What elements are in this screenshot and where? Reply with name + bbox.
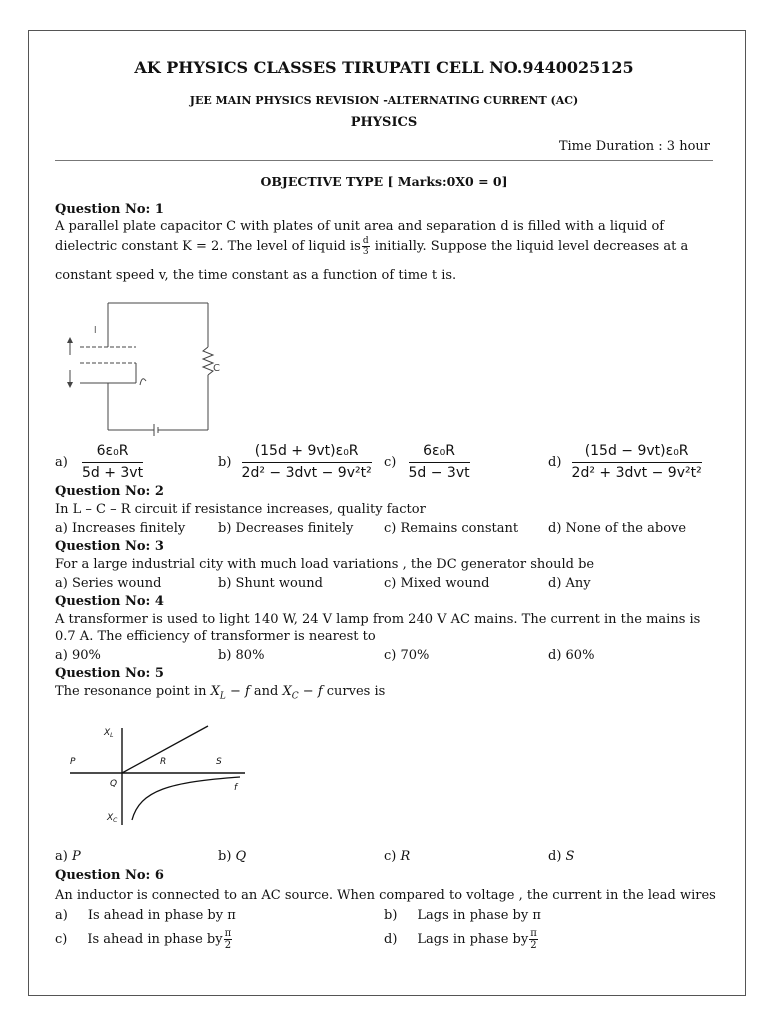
- fraction-d-over-3: $\frac{d}{3}$: [362, 236, 369, 257]
- exam-subtitle: JEE MAIN PHYSICS REVISION -ALTERNATING CURRENT (AC): [189, 94, 579, 107]
- q3-option-b[interactable]: b) Shunt wound: [218, 576, 323, 591]
- label-q: Q: [110, 779, 118, 789]
- question-6-heading: Question No: 6: [55, 868, 164, 883]
- subject-label: PHYSICS: [350, 115, 418, 130]
- q2-option-b[interactable]: b) Decreases finitely: [218, 521, 354, 536]
- arrow-down-icon: [67, 382, 73, 388]
- section-heading: OBJECTIVE TYPE [ Marks:0X0 = 0]: [260, 174, 508, 189]
- q5-option-a[interactable]: a) P: [55, 849, 81, 864]
- q3-option-c[interactable]: c) Mixed wound: [384, 576, 490, 591]
- label-r: R: [160, 757, 167, 767]
- resonance-curve-diagram: [60, 720, 260, 830]
- label-f: f: [234, 783, 238, 793]
- q6-option-b[interactable]: b) Lags in phase by π: [384, 908, 541, 923]
- question-1-heading: Question No: 1: [55, 202, 164, 217]
- q3-option-a[interactable]: a) Series wound: [55, 576, 162, 591]
- question-4-line-1: A transformer is used to light 140 W, 24 V lamp from 240 V AC mains. The current in the mains is: [55, 612, 701, 627]
- header-divider: [55, 160, 713, 161]
- question-2-text: In L – C – R circuit if resistance increases, quality factor: [55, 502, 426, 517]
- q4-option-c[interactable]: c) 70%: [384, 648, 430, 663]
- q4-option-b[interactable]: b) 80%: [218, 648, 265, 663]
- q1-option-a[interactable]: a) $\frac{\text{6ε₀R}}{5d + 3vt}$: [55, 443, 144, 481]
- figure-label-c: C: [213, 363, 220, 374]
- question-5-heading: Question No: 5: [55, 666, 164, 681]
- page-title: AK PHYSICS CLASSES TIRUPATI CELL NO.9440025125: [134, 58, 634, 77]
- q1-option-b[interactable]: b) (15d + 9vt)ε₀R 2d² − 3dvt − 9v²t²: [218, 443, 372, 481]
- question-5-text: The resonance point in $X_L - f$ and $X_C - f$ curves is: [55, 684, 386, 702]
- capacitor-circuit-diagram: [60, 285, 230, 440]
- label-xl: $X_L$: [104, 728, 114, 739]
- q1-option-d[interactable]: d) (15d − 9vt)ε₀R 2d² + 3dvt − 9v²t²: [548, 443, 702, 481]
- q5-option-b[interactable]: b) Q: [218, 849, 247, 864]
- question-3-heading: Question No: 3: [55, 539, 164, 554]
- q2-option-c[interactable]: c) Remains constant: [384, 521, 519, 536]
- label-s: S: [216, 757, 222, 767]
- time-duration: Time Duration : 3 hour: [558, 139, 710, 154]
- question-1-line-3: constant speed v, the time constant as a function of time t is.: [55, 268, 457, 283]
- figure-label-l: l: [94, 326, 97, 336]
- q1-option-c[interactable]: c) $\frac{\text{6ε₀R}}{5d - 3vt}$: [384, 443, 470, 481]
- question-4-line-2: 0.7 A. The efficiency of transformer is nearest to: [55, 629, 376, 644]
- question-1-line-2: dielectric constant K = 2. The level of liquid is $\frac{d}{3}$ initially. Suppose the liquid level decreases at a: [55, 236, 689, 257]
- q4-option-a[interactable]: a) 90%: [55, 648, 101, 663]
- q2-option-d[interactable]: d) None of the above: [548, 521, 687, 536]
- q5-option-d[interactable]: d) S: [548, 849, 575, 864]
- question-6-text: An inductor is connected to an AC source. When compared to voltage , the current in the lead wires: [55, 888, 716, 903]
- label-xc: $X_C$: [107, 813, 118, 824]
- question-1-line-1: A parallel plate capacitor C with plates of unit area and separation d is filled with a liquid of: [55, 219, 665, 234]
- question-3-text: For a large industrial city with much load variations , the DC generator should be: [55, 557, 595, 572]
- question-2-heading: Question No: 2: [55, 484, 164, 499]
- q6-option-c[interactable]: c) Is ahead in phase by $\frac{\pi}{2}$: [55, 928, 232, 951]
- label-p: P: [70, 757, 76, 767]
- q3-option-d[interactable]: d) Any: [548, 576, 591, 591]
- q4-option-d[interactable]: d) 60%: [548, 648, 595, 663]
- q6-option-d[interactable]: d) Lags in phase by $\frac{\pi}{2}$: [384, 928, 537, 951]
- question-4-heading: Question No: 4: [55, 594, 164, 609]
- q2-option-a[interactable]: a) Increases finitely: [55, 521, 186, 536]
- q6-option-a[interactable]: a) Is ahead in phase by π: [55, 908, 236, 923]
- q5-option-c[interactable]: c) R: [384, 849, 411, 864]
- arrow-up-icon: [67, 337, 73, 343]
